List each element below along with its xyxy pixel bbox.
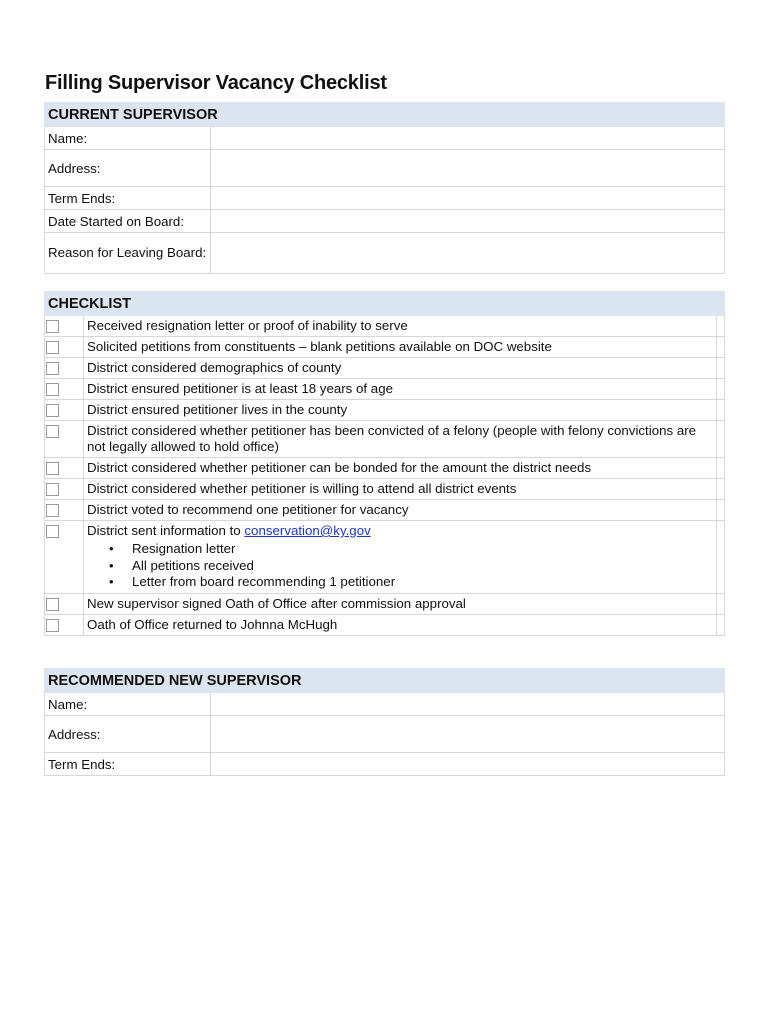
checkbox[interactable] — [46, 320, 59, 333]
end-column — [717, 593, 725, 614]
checklist-item — [45, 421, 725, 458]
field-label-name: Name: — [45, 693, 211, 716]
checklist-checkbox-cell[interactable] — [45, 337, 84, 358]
form-row — [45, 127, 725, 150]
checkbox[interactable] — [46, 525, 59, 538]
form-row — [45, 210, 725, 233]
recommended-name-field[interactable] — [211, 693, 725, 716]
field-label-reason-leaving: Reason for Leaving Board: — [45, 233, 211, 274]
section-header — [45, 669, 725, 693]
checklist-item — [45, 614, 725, 635]
checkbox[interactable] — [46, 483, 59, 496]
sub-item: • Resignation letter — [132, 541, 716, 558]
current-supervisor-heading: CURRENT SUPERVISOR — [45, 103, 725, 127]
checklist-checkbox-cell[interactable] — [45, 614, 84, 635]
checklist-item-text: Oath of Office returned to Johnna McHugh — [84, 614, 717, 635]
checklist-table — [44, 291, 725, 636]
current-name-field[interactable] — [211, 127, 725, 150]
form-row — [45, 716, 725, 753]
checklist-item — [45, 379, 725, 400]
end-column — [717, 614, 725, 635]
checklist-item — [45, 500, 725, 521]
end-column — [717, 458, 725, 479]
checklist-item-text: District considered whether petitioner can be bonded for the amount the district needs — [84, 458, 717, 479]
checkbox[interactable] — [46, 598, 59, 611]
current-reason-leaving-field[interactable] — [211, 233, 725, 274]
checklist-item-text: New supervisor signed Oath of Office after commission approval — [84, 593, 717, 614]
checklist-item-text: District voted to recommend one petitioner for vacancy — [84, 500, 717, 521]
field-label-date-started: Date Started on Board: — [45, 210, 211, 233]
recommended-term-ends-field[interactable] — [211, 753, 725, 776]
current-term-ends-field[interactable] — [211, 187, 725, 210]
checkbox[interactable] — [46, 462, 59, 475]
checkbox[interactable] — [46, 341, 59, 354]
checkbox[interactable] — [46, 383, 59, 396]
recommended-supervisor-table — [44, 668, 725, 776]
checklist-checkbox-cell[interactable] — [45, 593, 84, 614]
field-label-term-ends: Term Ends: — [45, 753, 211, 776]
checklist-item-label: District sent information to — [87, 523, 245, 538]
field-label-term-ends: Term Ends: — [45, 187, 211, 210]
page-title: Filling Supervisor Vacancy Checklist — [45, 72, 387, 94]
checklist-item-text — [84, 521, 717, 594]
end-column — [717, 337, 725, 358]
checkbox[interactable] — [46, 619, 59, 632]
checkbox[interactable] — [46, 362, 59, 375]
checklist-checkbox-cell[interactable] — [45, 421, 84, 458]
checklist-item — [45, 521, 725, 594]
email-link[interactable]: conservation@ky.gov — [244, 523, 371, 538]
checklist-checkbox-cell[interactable] — [45, 521, 84, 594]
checklist-item-text: District considered whether petitioner is willing to attend all district events — [84, 479, 717, 500]
checklist-item — [45, 337, 725, 358]
form-row — [45, 150, 725, 187]
end-column — [717, 500, 725, 521]
recommended-address-field[interactable] — [211, 716, 725, 753]
checklist-item-text: Solicited petitions from constituents – blank petitions available on DOC website — [84, 337, 717, 358]
field-label-address: Address: — [45, 716, 211, 753]
checklist-item — [45, 358, 725, 379]
form-row — [45, 187, 725, 210]
checklist-item-text: District considered whether petitioner has been convicted of a felony (people with felony convictions are not legally allowed to hold office) — [84, 421, 717, 458]
checklist-item — [45, 479, 725, 500]
recommended-supervisor-heading: RECOMMENDED NEW SUPERVISOR — [45, 669, 725, 693]
checklist-checkbox-cell[interactable] — [45, 500, 84, 521]
field-label-address: Address: — [45, 150, 211, 187]
checkbox[interactable] — [46, 404, 59, 417]
checklist-item-text: Received resignation letter or proof of inability to serve — [84, 316, 717, 337]
end-column — [717, 479, 725, 500]
section-header — [45, 103, 725, 127]
checklist-checkbox-cell[interactable] — [45, 358, 84, 379]
sub-item: • All petitions received — [132, 558, 716, 575]
form-row — [45, 753, 725, 776]
checklist-item-text: District ensured petitioner is at least 18 years of age — [84, 379, 717, 400]
end-column — [717, 421, 725, 458]
end-column — [717, 400, 725, 421]
current-address-field[interactable] — [211, 150, 725, 187]
checklist-checkbox-cell[interactable] — [45, 379, 84, 400]
checklist-checkbox-cell[interactable] — [45, 479, 84, 500]
checklist-item — [45, 400, 725, 421]
end-column — [717, 316, 725, 337]
sub-item-list — [87, 541, 716, 591]
checklist-item — [45, 458, 725, 479]
end-column — [717, 521, 725, 594]
form-row — [45, 693, 725, 716]
sub-item: • Letter from board recommending 1 petitioner — [132, 574, 716, 591]
checklist-checkbox-cell[interactable] — [45, 458, 84, 479]
checklist-item — [45, 316, 725, 337]
current-date-started-field[interactable] — [211, 210, 725, 233]
current-supervisor-table — [44, 102, 725, 274]
checklist-checkbox-cell[interactable] — [45, 316, 84, 337]
field-label-name: Name: — [45, 127, 211, 150]
checklist-item — [45, 593, 725, 614]
end-column — [717, 358, 725, 379]
form-row — [45, 233, 725, 274]
checkbox[interactable] — [46, 504, 59, 517]
checklist-item-text: District considered demographics of county — [84, 358, 717, 379]
section-header — [45, 292, 725, 316]
end-column — [717, 379, 725, 400]
checklist-heading: CHECKLIST — [45, 292, 725, 316]
checklist-checkbox-cell[interactable] — [45, 400, 84, 421]
checklist-item-text: District ensured petitioner lives in the county — [84, 400, 717, 421]
checkbox[interactable] — [46, 425, 59, 438]
